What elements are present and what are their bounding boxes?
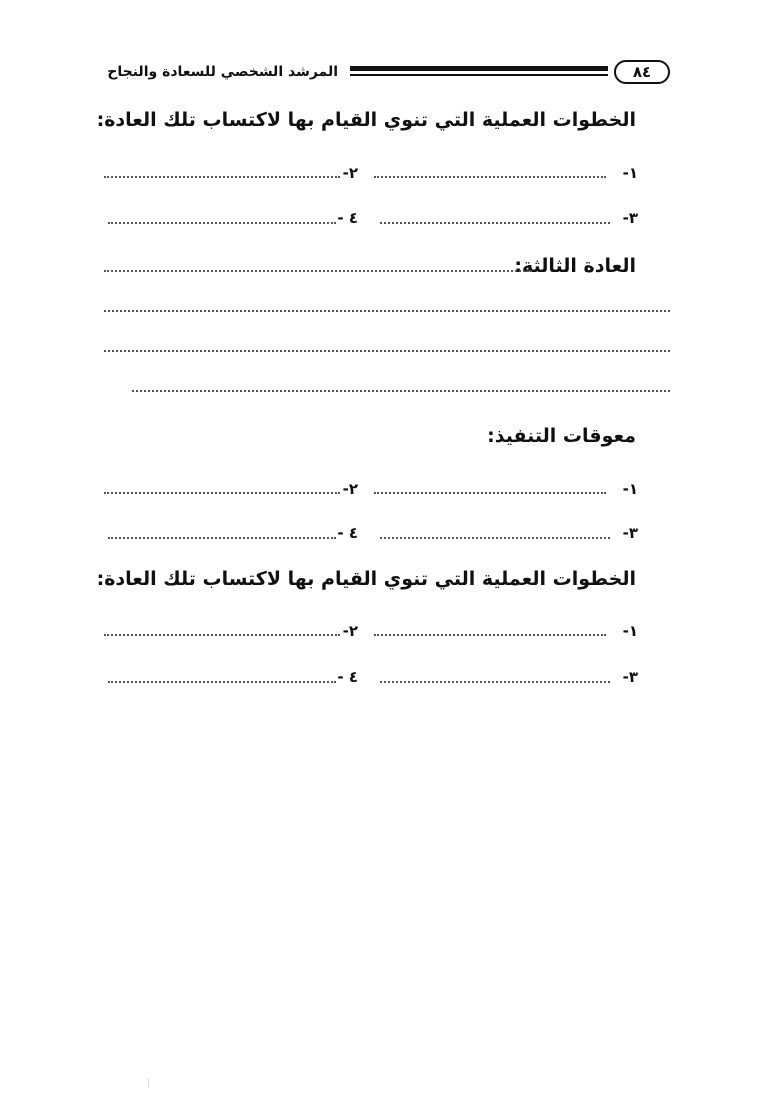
- answer-line[interactable]: [104, 172, 340, 178]
- item-2-label: [343, 163, 358, 183]
- item-number: ٤ -: [337, 524, 358, 542]
- header-rule-thick: [350, 66, 608, 71]
- answer-line[interactable]: [374, 630, 606, 636]
- item-3-label: [623, 523, 638, 543]
- item-number: ٢-: [342, 480, 358, 498]
- item-number: ٢-: [342, 164, 358, 182]
- item-2-label: [343, 621, 358, 641]
- answer-line[interactable]: [104, 266, 532, 272]
- obstacles-heading: معوقات التنفيذ:: [487, 425, 636, 447]
- page-number-badge: ٨٤: [614, 60, 670, 84]
- answer-line[interactable]: [104, 488, 340, 494]
- third-habit-label: العادة الثالثة:: [514, 255, 636, 277]
- answer-line[interactable]: [380, 218, 610, 224]
- answer-line[interactable]: [374, 172, 606, 178]
- answer-line[interactable]: [108, 218, 336, 224]
- item-number: ١-: [622, 622, 638, 640]
- item-number: ٢-: [342, 622, 358, 640]
- item-1-label: [623, 479, 638, 499]
- item-number: ١-: [622, 480, 638, 498]
- header-rule-thin: [350, 74, 608, 76]
- item-2-label: [343, 479, 358, 499]
- answer-line[interactable]: [132, 386, 670, 392]
- answer-line[interactable]: [380, 533, 610, 539]
- answer-line[interactable]: [108, 677, 336, 683]
- steps-heading-2: الخطوات العملية التي تنوي القيام بها لاكتساب تلك العادة:: [96, 568, 636, 590]
- item-number: ٤ -: [337, 209, 358, 227]
- item-3-label: [623, 208, 638, 228]
- page-header: [100, 56, 670, 90]
- item-4-label: [337, 667, 358, 687]
- book-title: المرشد الشخصي للسعادة والنجاح: [107, 64, 338, 80]
- item-number: ٣-: [622, 668, 638, 686]
- answer-line[interactable]: [380, 677, 610, 683]
- item-1-label: [623, 621, 638, 641]
- answer-line[interactable]: [104, 306, 670, 312]
- item-number: ١-: [622, 164, 638, 182]
- answer-line[interactable]: [104, 346, 670, 352]
- answer-line[interactable]: [104, 630, 340, 636]
- item-number: ٣-: [622, 524, 638, 542]
- item-number: ٣-: [622, 209, 638, 227]
- answer-line[interactable]: [108, 533, 336, 539]
- item-number: ٤ -: [337, 668, 358, 686]
- item-1-label: [623, 163, 638, 183]
- scan-mark: [148, 1078, 149, 1088]
- item-4-label: [337, 208, 358, 228]
- item-3-label: [623, 667, 638, 687]
- item-4-label: [337, 523, 358, 543]
- answer-line[interactable]: [374, 488, 606, 494]
- steps-heading-1: الخطوات العملية التي تنوي القيام بها لاكتساب تلك العادة:: [96, 109, 636, 131]
